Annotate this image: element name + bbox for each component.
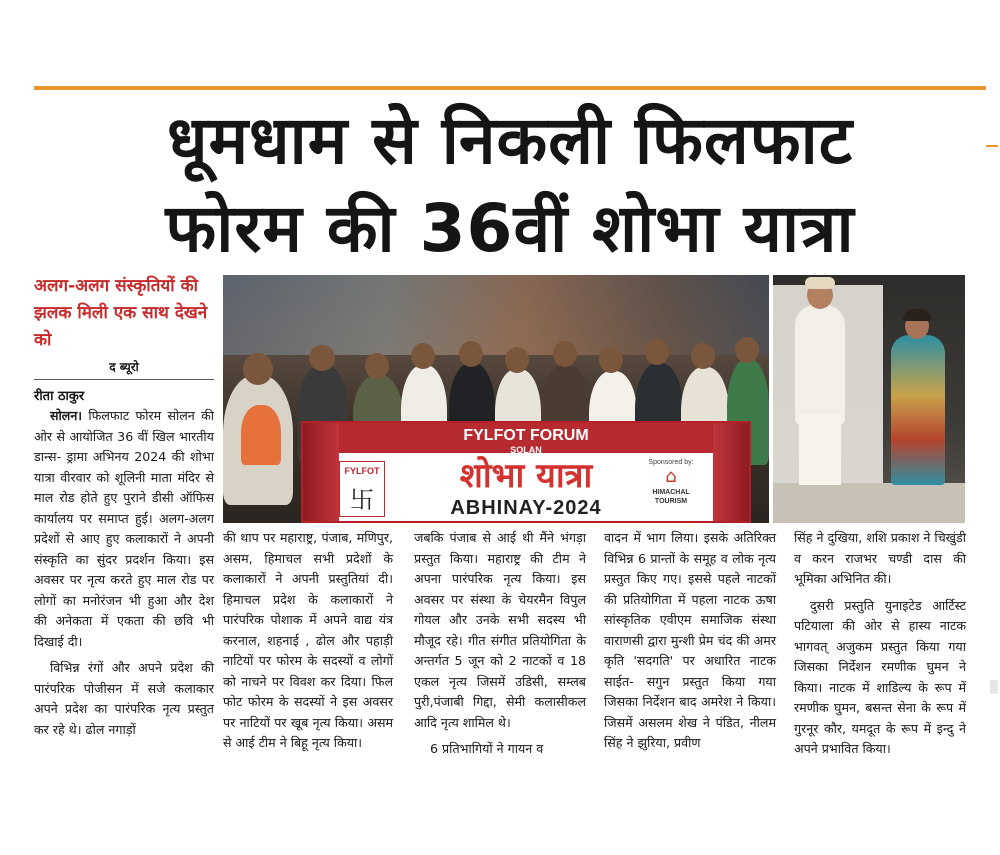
event-banner	[301, 421, 751, 523]
headline-line-1: धूमधाम से निकली फिलफाट	[167, 102, 853, 179]
actor-1	[795, 305, 845, 425]
paragraph: जबकि पंजाब से आई थी मैंने भंगड़ा प्रस्तुत किया। महाराष्ट्र की टीम ने अपना पारंपरिक नृत्य किया। इस अवसर पर संस्था के चेयरमैन विपुल गोयल और उनके सभी सदस्य भी मौजूद रहे। गीत संगीत प्रतियोगिता के अन्तर्गत 5 जून को 2 नाटकों व 18 एकल नृत्य जिसमें उडिसी, सम्लब पुरी,पंजाबी गिद्दा, सेमी कलासीकल आदि नृत्य शामिल थे।	[414, 530, 586, 730]
article-column-5	[794, 528, 966, 760]
paragraph: सिंह ने दुखिया, शशि प्रकाश ने चिखुंडी व करन राजभर चण्डी दास की भूमिका अभिनित की।	[794, 530, 966, 586]
banner-edition: ABHINAY-2024	[450, 497, 602, 519]
right-accent-mark	[986, 145, 998, 147]
banner-event-title: शोभा यात्रा	[459, 456, 593, 496]
article-column-3	[414, 528, 586, 760]
article-column-4	[604, 528, 776, 754]
article-column-1	[34, 406, 214, 740]
himachal-tourism-logo-icon: ⌂	[665, 466, 677, 487]
paragraph: वादन में भाग लिया। इसके अतिरिक्त विभिन्न 6 प्रान्तों के समूह व लोक नृत्य प्रस्तुत किए गए। इससे पहले नाटकों की प्रतियोगिता में पहला नाटक ऊषा सांस्कृतिक एवीएम समाजिक संस्था वाराणसी द्वारा मुन्शी प्रेम चंद की अमर कृति 'सदगति' पर अधारित नाटक साईत- सगुन प्रस्तुत किया गया जिसका निर्देशन बाद अमरेश ने किया। जिसमें असलम शेख ने पंडित, नीलम सिंह ने झुरिया, प्रवीण	[604, 530, 776, 750]
top-accent-rule	[34, 86, 986, 90]
banner-org-name: FYLFOT FORUM	[463, 427, 589, 444]
article-column-2	[223, 528, 393, 754]
dateline: सोलन।	[50, 408, 83, 423]
sponsor-block	[639, 459, 703, 519]
paragraph: फिलफाट फोरम सोलन की ओर से आयोजित 36 वीं खिल भारतीय डान्स- ड्रामा अभिनय 2024 की शोभा यात्रा वीरवार को शूलिनी माता मंदिर से माल रोड होते हुए पुराने डीसी ऑफिस कार्यालय पर समाप्त हुई। अलग-अलग प्रदेशों से आए हुए कलाकारों ने अपनी संस्कृति का सुंदर प्रदर्शन किया। इस अवसर पर नृत्य करते हुए माल रोड पर लोगों का मनोरंजन भी हुआ और देश की अनेकता में एकता की छवि भी दिखाई दी।	[34, 408, 214, 649]
bureau-label: द ब्यूरो	[34, 358, 214, 380]
swastika-icon: 卐	[350, 486, 374, 514]
paragraph: दुसरी प्रस्तुति युनाइटेड आर्टिस्ट पटियाला की ओर से हास्य नाटक भागवत् अजुकम प्रस्तुत किया गया जिसका निर्देशन रमणीक घुमन ने किया। नाटक में शाडिल्य के रूप में रमणीक घुमन, बसन्त सेना के रूप में गुरनूर कौर, यमदूत के रूप में इन्दु ने अपने प्रभावित किया।	[794, 597, 966, 756]
reporter-name: रीता ठाकुर	[34, 389, 85, 404]
paragraph: की थाप पर महाराष्ट्र, पंजाब, मणिपुर, असम, हिमाचल सभी प्रदेशों के कलाकारों ने अपनी प्रस्तुतियां दी। हिमाचल प्रदेश के कलाकारों ने पारंपरिक पोशाक में अपने वाद्य यंत्र करनाल, शहनाई , ढोल और पहाड़ी नाटियों पर फोरम के सदस्यों व लोगों को नाचने पर विवश कर दिया। फिल फोट फोरम के सदस्यों ने इस अवसर पर नाटियों पर खूब नृत्य किया। असम से आई टीम ने बिहू नृत्य किया।	[223, 530, 393, 750]
paragraph: विभिन्न रंगों और अपने प्रदेश की पारंपरिक पोजीसन में सजे कलाकार अपने प्रदेश का पारंपरिक नृत्य प्रस्तुत कर रहे थे। ढोल नगाड़ों	[34, 660, 214, 737]
page-edge-mark	[990, 680, 998, 694]
stage-play-photo	[773, 275, 965, 523]
headline-line-2: फोरम की 36वीं शोभा यात्रा	[165, 190, 855, 267]
paragraph: 6 प्रतिभागियों ने गायन व	[430, 741, 544, 756]
byline	[34, 358, 214, 404]
fylfot-logo-text: FYLFOT	[344, 466, 380, 476]
sponsor-name: HIMACHAL TOURISM	[652, 489, 690, 505]
stage-floor	[773, 483, 965, 523]
subheadline: अलग-अलग संस्कृतियों की झलक मिली एक साथ देखने को	[34, 276, 208, 350]
actor-2	[891, 335, 945, 485]
banner-city: SOLAN	[510, 445, 542, 455]
procession-photo	[223, 275, 769, 523]
sponsored-by-label: Sponsored by:	[648, 459, 694, 466]
